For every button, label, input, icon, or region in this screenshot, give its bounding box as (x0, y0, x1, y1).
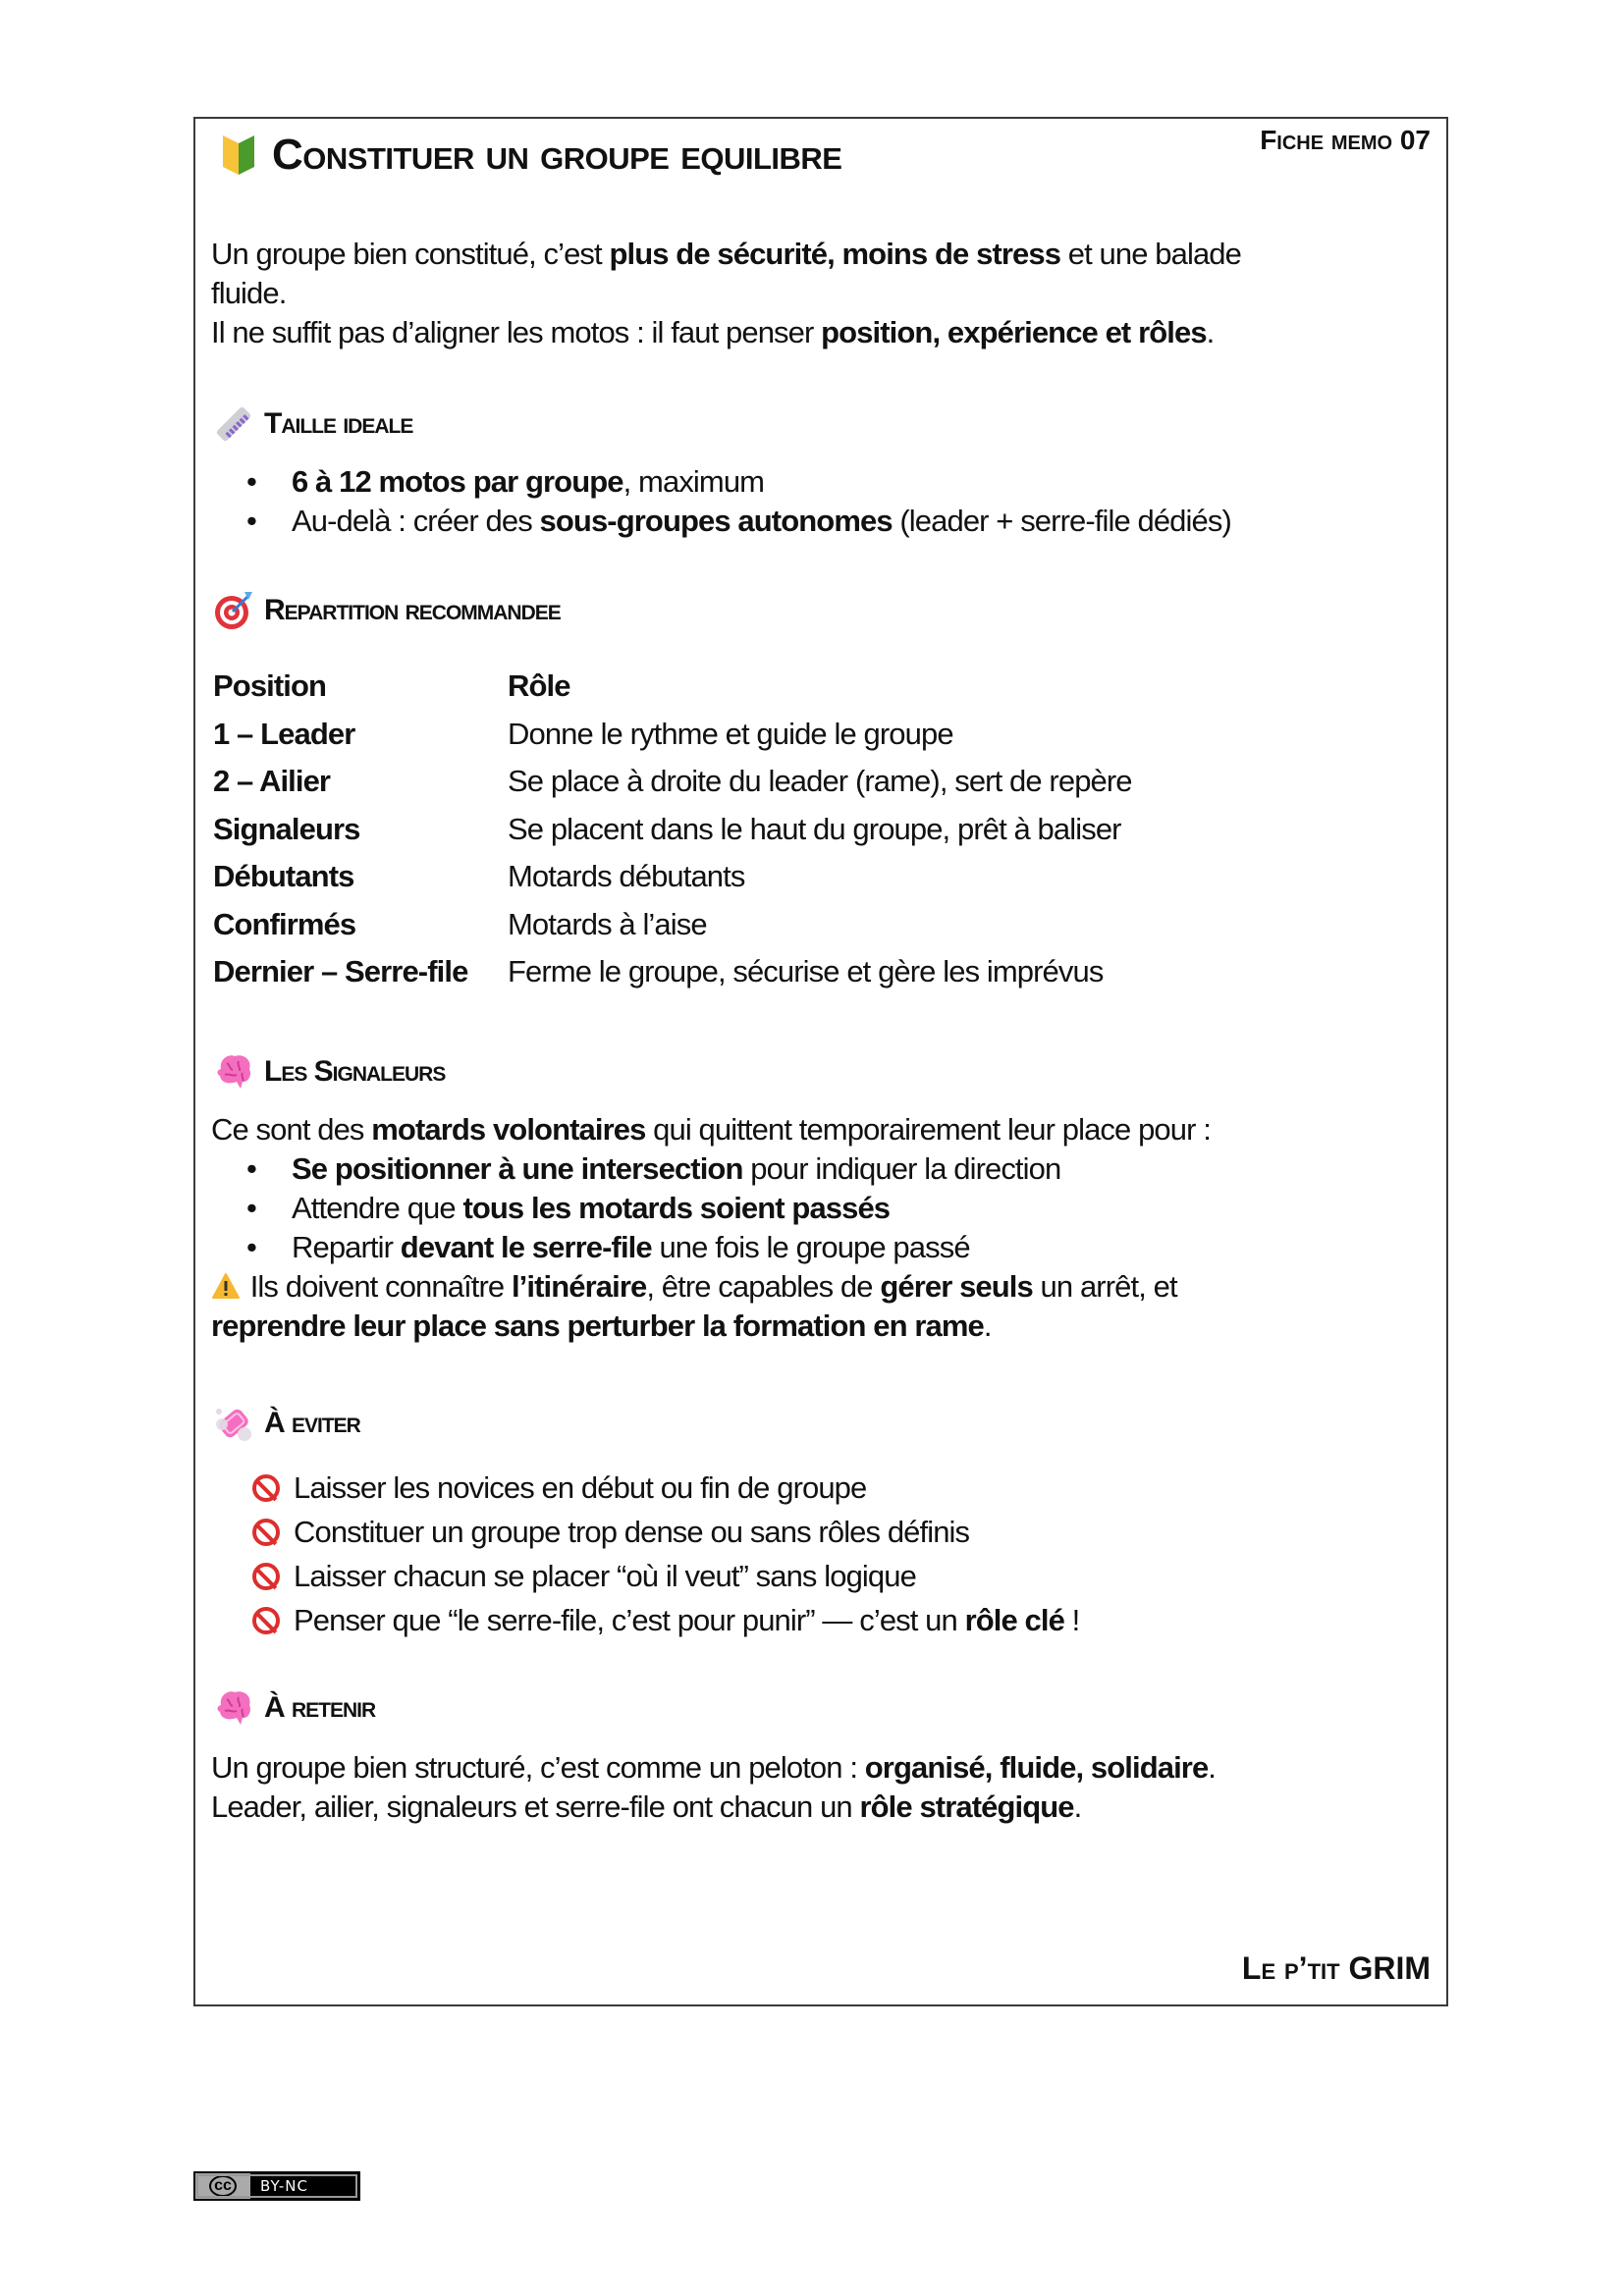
intro-line-1: Un groupe bien constitué, c’est plus de sécurité, moins de stress et une balade (211, 237, 1241, 271)
taille-list (195, 462, 1231, 541)
brain-icon (213, 1051, 254, 1093)
footer-brand: Le p’tit GRIM (1241, 1950, 1431, 1986)
prohibited-icon (252, 1519, 280, 1546)
eviter-list (252, 1466, 1079, 1642)
warning-note: Ils doivent connaître l’itinéraire, être capables de gérer seuls un arrêt, et (211, 1267, 1211, 1307)
list-item: • 6 à 12 motos par groupe, maximum (195, 462, 1231, 502)
list-item: • Se positionner à une intersection pour indiquer la direction (195, 1149, 1211, 1189)
prohibited-icon (252, 1607, 280, 1634)
list-item: • Au-delà : créer des sous-groupes autonomes (leader + serre-file dédiés) (195, 502, 1231, 541)
section-heading-signaleurs: Les Signaleurs (213, 1051, 445, 1093)
column-header-role: Rôle (508, 668, 570, 703)
japanese-beginner-symbol-icon (221, 133, 256, 177)
section-heading-retenir: À retenir (213, 1687, 375, 1729)
list-item: Laisser les novices en début ou fin de groupe (252, 1466, 1079, 1510)
signaleurs-intro: Ce sont des motards volontaires qui quittent temporairement leur place pour : (211, 1112, 1211, 1147)
target-icon (213, 590, 254, 631)
license-text: BY-NC (260, 2177, 308, 2195)
column-header-position: Position (213, 668, 327, 703)
list-item: • Repartir devant le serre-file une fois le groupe passé (195, 1228, 1211, 1267)
ruler-icon (213, 403, 254, 445)
page-title: Constituer un groupe equilibre (221, 131, 841, 180)
retenir-line-2: Leader, ailier, signaleurs et serre-file ont chacun un rôle stratégique. (211, 1789, 1082, 1824)
retenir-line-1: Un groupe bien structuré, c’est comme un peloton : organisé, fluide, solidaire. (211, 1750, 1217, 1785)
license-badge (193, 2171, 360, 2201)
intro-line-3: Il ne suffit pas d’aligner les motos : il faut penser position, expérience et rôles. (211, 315, 1215, 349)
intro-line-2: fluide. (211, 276, 287, 310)
section-heading-taille: Taille ideale (213, 403, 412, 445)
list-item: Penser que “le serre-file, c’est pour punir” — c’est un rôle clé ! (252, 1598, 1079, 1642)
prohibited-icon (252, 1563, 280, 1590)
warning-icon (211, 1270, 241, 1298)
retenir-paragraph (211, 1748, 1216, 1827)
repartition-table: Position Rôle 1 – Leader Donne le rythme et guide le groupe 2 – Ailier Se place à droite du leader (rame), sert de repère Signaleurs Se placent dans le haut du groupe, prêt à baliser Débutants Motards débutants Confirmés Motards à l’aise Dernier – Serre-file Ferme le groupe, sécurise et gère les imprévus (213, 668, 1132, 988)
soap-icon (213, 1403, 254, 1444)
section-heading-repartition: Repartition recommandee (213, 590, 561, 631)
intro-paragraph (211, 235, 1241, 352)
list-item: Laisser chacun se placer “où il veut” sans logique (252, 1554, 1079, 1598)
memo-number: Fiche memo 07 (1260, 125, 1431, 155)
section-heading-eviter: À eviter (213, 1403, 360, 1444)
prohibited-icon (252, 1474, 280, 1502)
creative-commons-icon: cc (195, 2173, 250, 2199)
list-item: • Attendre que tous les motards soient passés (195, 1189, 1211, 1228)
brain-icon (213, 1687, 254, 1729)
warning-note-line-2: reprendre leur place sans perturber la formation en rame. (211, 1308, 992, 1343)
signaleurs-content (211, 1110, 1211, 1346)
memo-sheet (193, 117, 1448, 2006)
list-item: Constituer un groupe trop dense ou sans rôles définis (252, 1510, 1079, 1554)
